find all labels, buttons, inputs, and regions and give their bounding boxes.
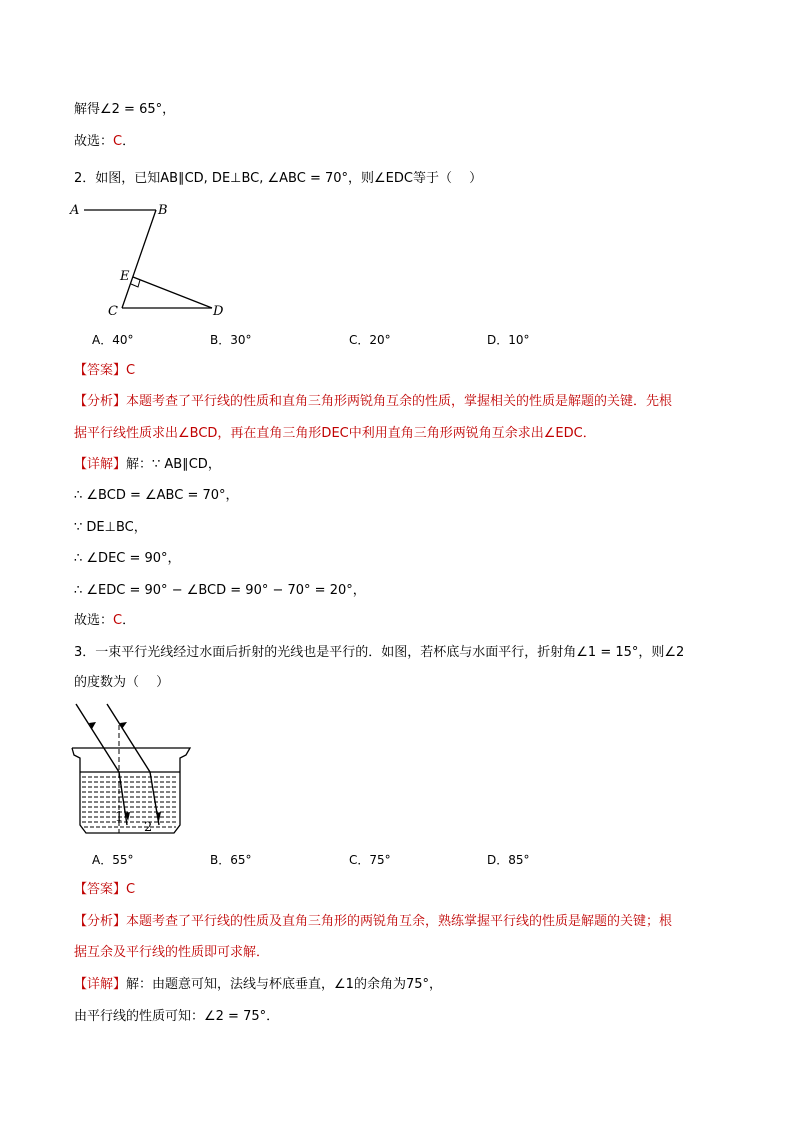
q3-detail-1: 解：由题意可知，法线与杯底垂直，∠1的余角为75°， [126,977,442,992]
q2-choose-line [74,612,135,630]
q3-detail-1-line [74,976,442,994]
q2-answer-line [74,362,135,380]
q3-analysis-2: 据互余及平行线的性质即可求解． [74,945,270,960]
ray-2-arrow-top [120,722,127,729]
q2-step-1: ∴ ∠BCD = ∠ABC = 70°， [74,488,239,503]
q2-answer-tag: 【答案】 [74,363,127,378]
q2-detail-text: 解：∵ AB∥CD， [126,457,221,472]
q2-label-b: B [158,203,168,218]
q3-label-2: 2 [144,820,153,835]
q3-answer: C [126,882,136,897]
q2-choose-prefix: 故选： [74,613,114,628]
q3-detail-2: 由平行线的性质可知：∠2 = 75°． [74,1009,280,1024]
q3-figure [70,700,195,840]
q3-option-c: C．75° [349,853,391,867]
q3-answer-tag: 【答案】 [74,882,127,897]
q3-stem-2: 的度数为（ ） [74,675,170,690]
q2-option-a: A．40° [92,333,134,347]
q2-label-a: A [70,203,80,218]
q2-detail-tag: 【详解】 [74,457,127,472]
q3-answer-line [74,881,135,899]
solve-line: 解得∠2 = 65°， [74,102,176,117]
q2-line-bc [122,210,156,308]
q2-step-4: ∴ ∠EDC = 90° − ∠BCD = 90° − 70° = 20°， [74,583,366,598]
q3-label-1: 1 [115,810,124,825]
q3-option-b: B．65° [210,853,252,867]
q2-option-b: B．30° [210,333,252,347]
choose-answer: C [113,134,123,149]
q2-analysis-2: 据平行线性质求出∠BCD，再在直角三角形DEC中利用直角三角形两锐角互余求出∠EDC． [74,426,596,441]
q2-option-c: C．20° [349,333,391,347]
q2-option-d: D．10° [487,333,530,347]
q2-answer: C [126,363,136,378]
choose-line [74,133,135,151]
q2-label-d: D [213,304,224,319]
q2-figure [70,198,240,323]
q2-label-c: C [108,304,118,319]
q3-option-a: A．55° [92,853,134,867]
q2-right-angle-mark [131,280,140,287]
q2-choose-answer: C [113,613,123,628]
ray-2-arrow-bottom [156,812,161,821]
q2-choose-suffix: ． [122,613,136,628]
q2-stem: 2．如图，已知AB∥CD, DE⊥BC, ∠ABC = 70°，则∠EDC等于（ ） [74,171,483,186]
q3-stem-1: 3．一束平行光线经过水面后折射的光线也是平行的．如图，若杯底与水面平行，折射角∠1 = 15°，则∠2 [74,645,685,660]
q3-option-d: D．85° [487,853,530,867]
choose-prefix: 故选： [74,134,114,149]
q2-detail-head [74,456,221,474]
q2-label-e: E [120,269,130,284]
choose-suffix: ． [122,134,136,149]
cup-outline [72,748,190,833]
q2-step-2: ∵ DE⊥BC， [74,520,147,535]
water-hatching [82,777,178,827]
q2-step-3: ∴ ∠DEC = 90°， [74,551,181,566]
q2-analysis-1: 【分析】本题考查了平行线的性质和直角三角形两锐角互余的性质，掌握相关的性质是解题的关键．先根 [74,394,673,409]
q3-analysis-1: 【分析】本题考查了平行线的性质及直角三角形的两锐角互余，熟练掌握平行线的性质是解题的关键；根 [74,914,673,929]
q2-line-ed [133,277,212,308]
q3-detail-tag: 【详解】 [74,977,127,992]
